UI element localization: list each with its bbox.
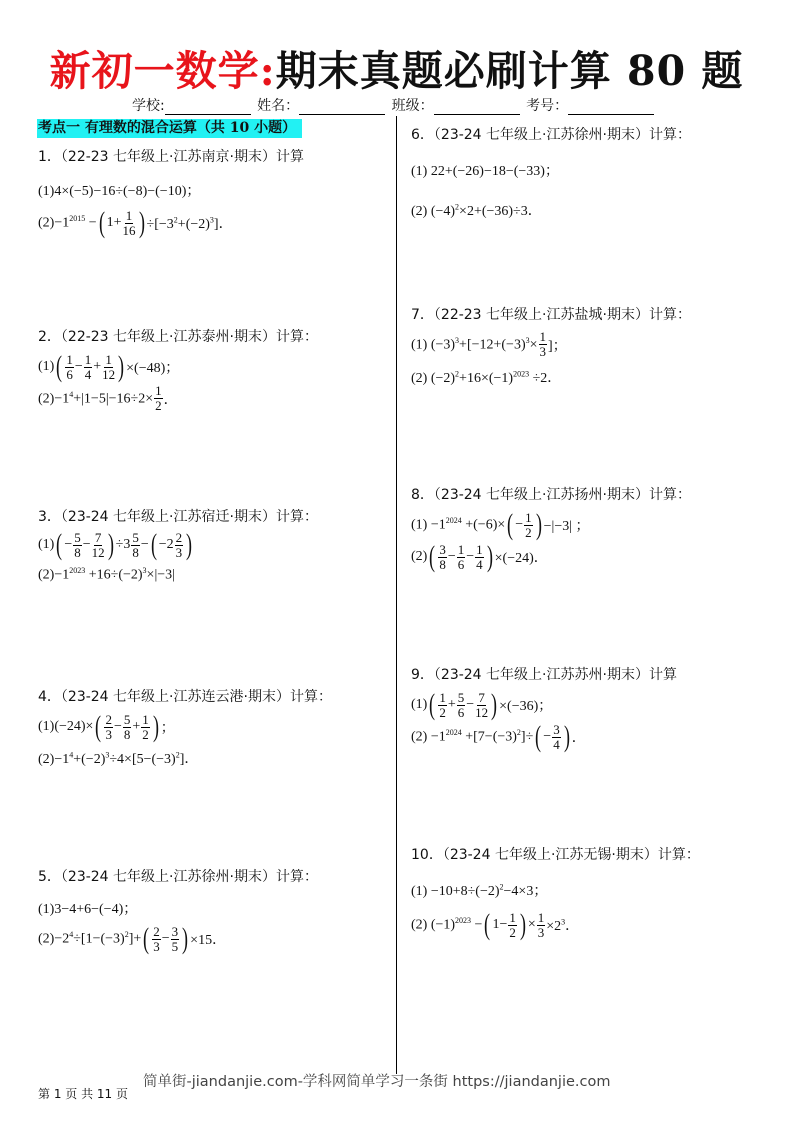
question-head: 5．（23-24 七年级上·江苏徐州·期末）计算： <box>38 869 318 885</box>
column-divider <box>396 116 397 1074</box>
question-part-2: (2) $(-4)^2\times 2+(-36)\div 3$． <box>411 202 542 219</box>
question-9 <box>411 664 677 752</box>
question-3 <box>38 506 318 584</box>
question-8 <box>411 484 691 572</box>
question-1 <box>38 146 304 238</box>
question-head: 7．（22-23 七年级上·江苏盐城·期末）计算： <box>411 307 691 323</box>
question-part-1: $(1) -1^{2024} +(-6)\times$ ( − $\frac{1}{2}$ ) −|−3| ； <box>411 508 590 541</box>
question-part-2: $(2)-2^4\div[1-(-3)^2]+$ ( $\frac{2}{3}$ − $\frac{3}{5}$ ) ×15． <box>38 922 227 955</box>
name-blank[interactable] <box>299 100 385 115</box>
question-part-1: (1) 22+(−26)−18−(−33)； <box>411 164 559 179</box>
question-part-1: $(1) -10+8\div(-2)^2-4\times 3$； <box>411 882 548 899</box>
question-10 <box>411 844 700 940</box>
question-head: 9．（23-24 七年级上·江苏苏州·期末）计算 <box>411 667 677 683</box>
question-7 <box>411 304 691 387</box>
page-number: 第 1 页 共 11 页 <box>38 1087 128 1101</box>
id-label: 考号： <box>526 98 569 114</box>
question-head: 3．（23-24 七年级上·江苏宿迁·期末）计算： <box>38 509 318 525</box>
school-blank[interactable] <box>165 100 251 115</box>
watermark-link[interactable]: 简单街-jiandanjie.com-学科网简单学习一条街 https://jiandanjie.com <box>143 1074 611 1090</box>
question-head: 10．（23-24 七年级上·江苏无锡·期末）计算： <box>411 847 700 863</box>
title-black-part: 期末真题必刷计算 80 题 <box>275 47 744 95</box>
question-part-1: (1) $(-3)^3+[-12+(-3)^3\times$ $\frac{1}{3}$ ]； <box>411 329 567 359</box>
question-part-2: $(2)-1^4+|1-5|-16\div 2\times$ $\frac{1}{2}$ ． <box>38 383 178 413</box>
question-part-1: (1) ( $\frac{1}{6}$ − $\frac{1}{4}$ + $\frac{1}{12}$ ) ×(−48)； <box>38 350 180 383</box>
question-part-2: $(2) -1^{2024} +[7-(-3)^2]\div$ ( − $\frac{3}{4}$ ) ． <box>411 720 586 753</box>
question-part-1: (1) ( − $\frac{5}{8}$ − $\frac{7}{12}$ ) ÷3 $\frac{5}{8}$ − ( −2 $\frac{2}{3}$ ) <box>38 528 193 561</box>
question-4 <box>38 686 332 768</box>
title-red-part: 新初一数学: <box>49 47 276 95</box>
question-part-2: (2) ( $\frac{3}{8}$ − $\frac{1}{6}$ − $\frac{1}{4}$ ) ×(−24)． <box>411 540 548 573</box>
question-head: 4．（23-24 七年级上·江苏连云港·期末）计算： <box>38 689 332 705</box>
question-part-2: $(2)-1^{2015}$ − ( 1+ $\frac{1}{16}$ ) $\div[-3^2+(-2)^3]$． <box>38 206 233 239</box>
question-2 <box>38 326 318 413</box>
document-title <box>0 38 793 97</box>
question-head: 6．（23-24 七年级上·江苏徐州·期末）计算： <box>411 127 691 143</box>
question-head: 8．（23-24 七年级上·江苏扬州·期末）计算： <box>411 487 691 503</box>
question-6 <box>411 124 691 220</box>
name-label: 姓名： <box>257 98 300 114</box>
question-part-2: $(2)-1^{2023} +16\div(-2)^3\times|-3|$ <box>38 566 175 583</box>
section-header: 考点一 有理数的混合运算（共 10 小题） <box>37 119 302 138</box>
id-blank[interactable] <box>568 100 654 115</box>
student-info-line <box>132 95 656 115</box>
question-head: 2．（22-23 七年级上·江苏泰州·期末）计算： <box>38 329 318 345</box>
question-part-2: (2) $(-2)^2+16\times(-1)^{2023} \div 2$． <box>411 369 562 386</box>
question-part-2: (2) $(-1)^{2023}$ − ( 1− $\frac{1}{2}$ ) × $\frac{1}{3}$ $\times 2^3$． <box>411 908 580 941</box>
question-part-1: (1)4×(−5)−16÷(−8)−(−10)； <box>38 184 201 199</box>
question-part-1: (1)(−24)× ( $\frac{2}{3}$ − $\frac{5}{8}$ + $\frac{1}{2}$ ) ； <box>38 710 175 743</box>
school-label: 学校: <box>132 98 165 114</box>
question-5 <box>38 866 318 954</box>
class-blank[interactable] <box>434 100 520 115</box>
class-label: 班级： <box>391 98 434 114</box>
question-part-2: $(2)-1^4+(-2)^3\div 4\times[5-(-3)^2]$． <box>38 750 199 767</box>
question-part-1: (1)3−4+6−(−4)； <box>38 902 138 917</box>
question-head: 1．（22-23 七年级上·江苏南京·期末）计算 <box>38 149 304 165</box>
question-part-1: (1) ( $\frac{1}{2}$ + $\frac{5}{6}$ − $\frac{7}{12}$ ) ×(−36)； <box>411 688 553 721</box>
